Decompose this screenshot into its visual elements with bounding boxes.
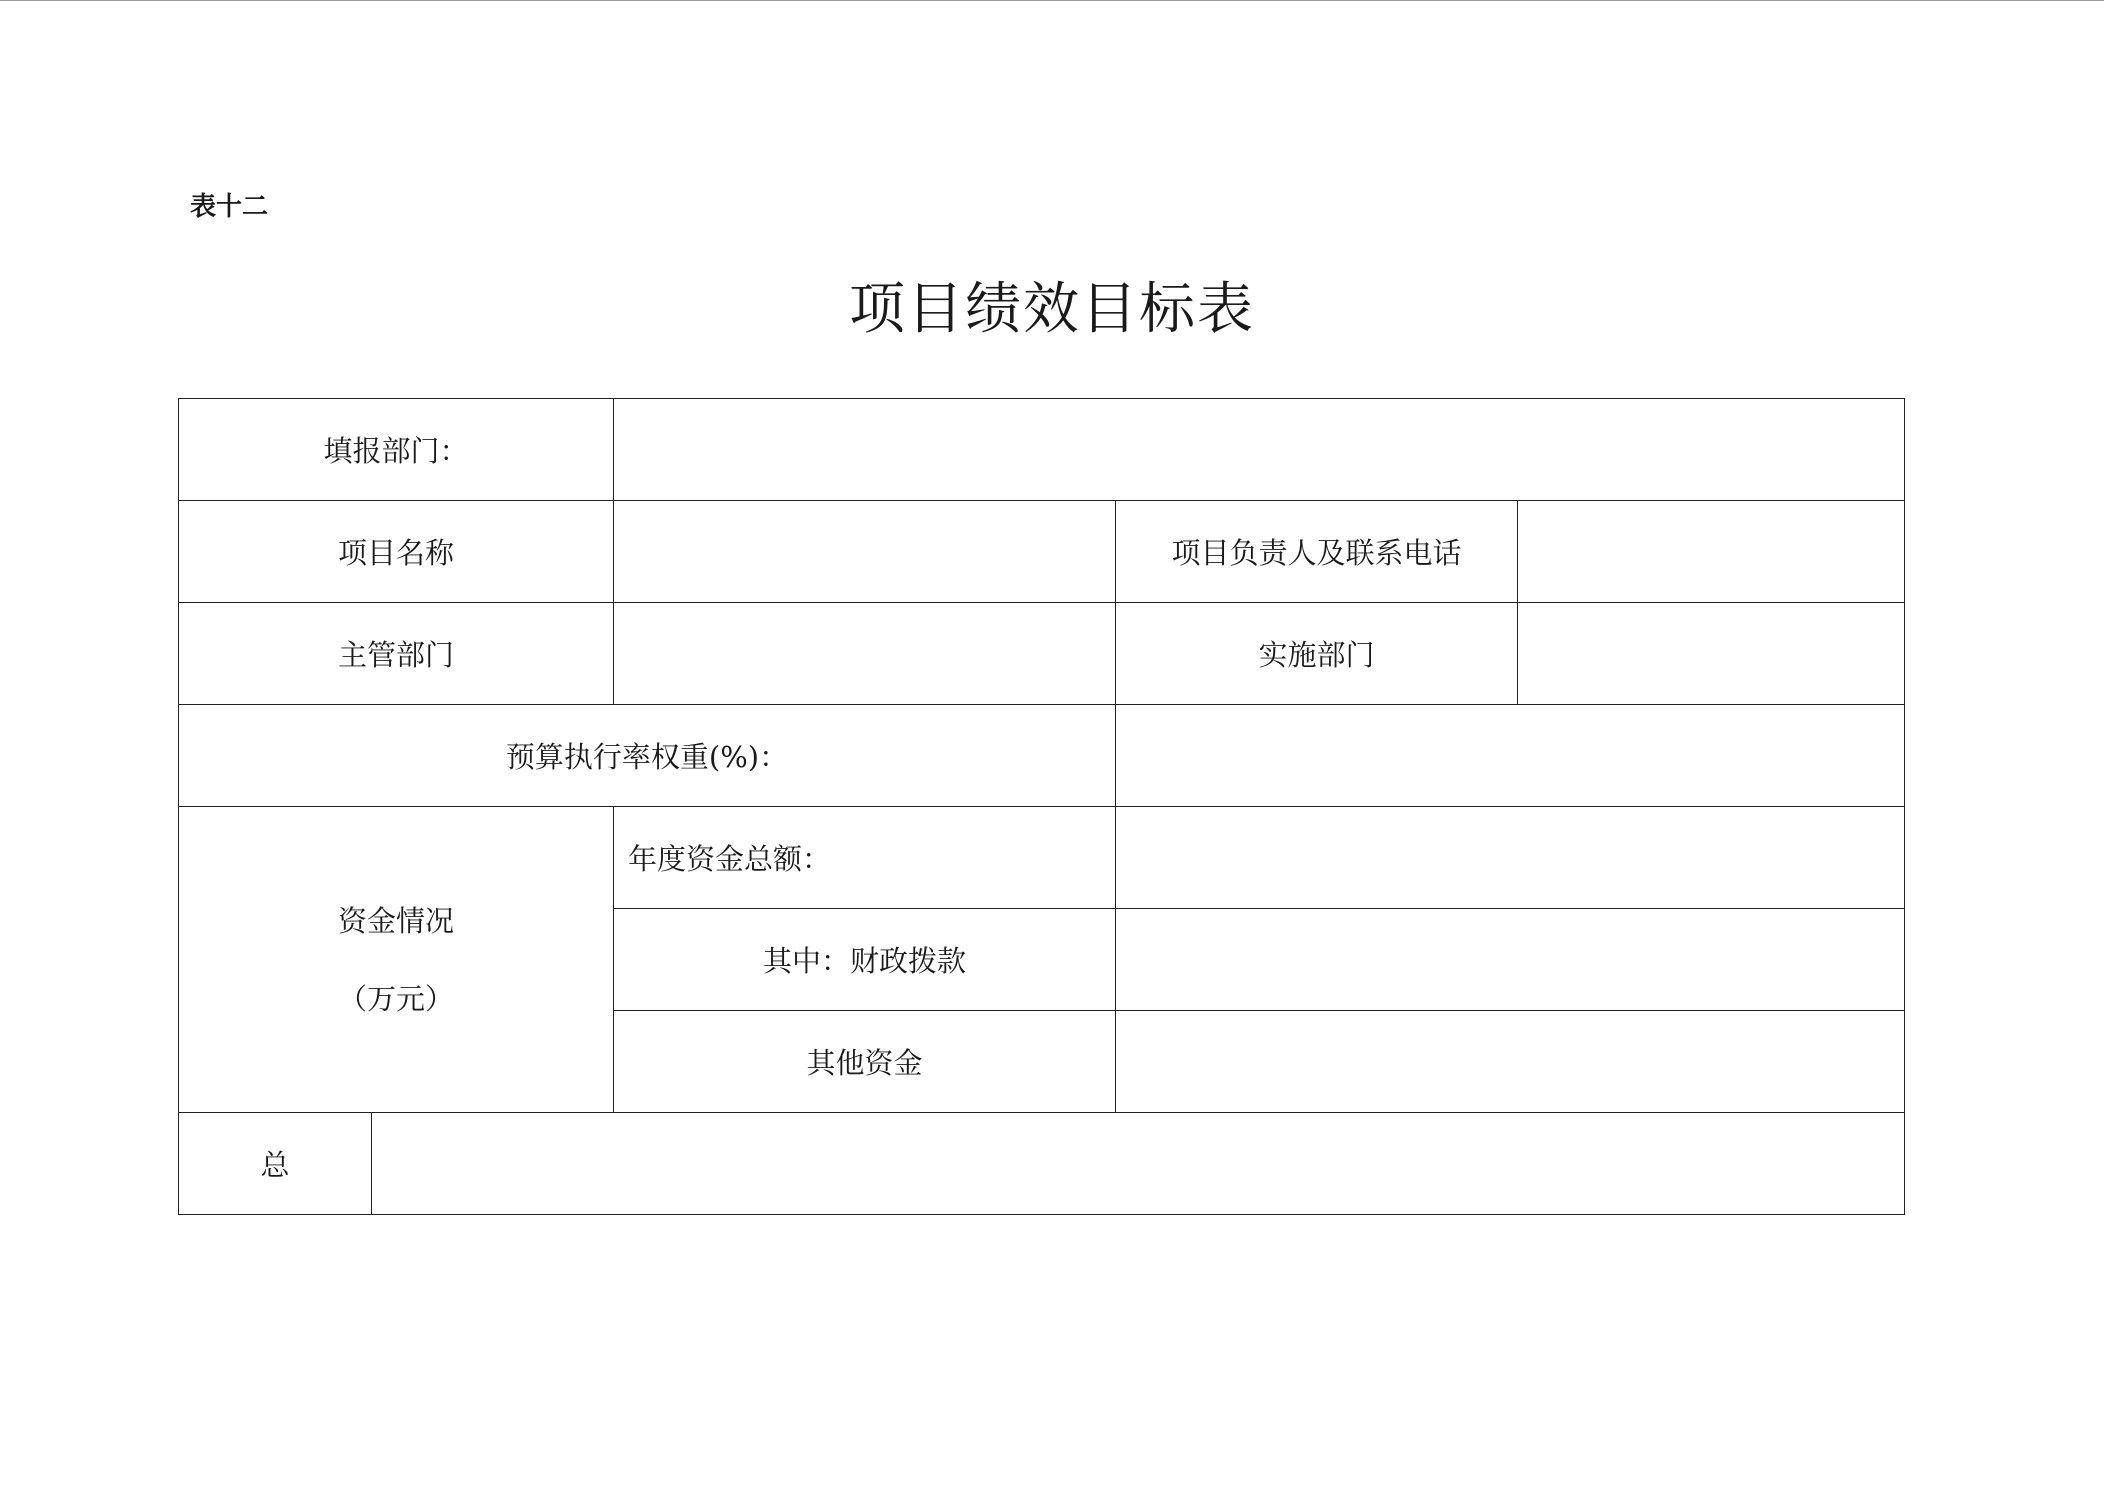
project-lead-label: 项目负责人及联系电话 (1116, 501, 1518, 603)
table-row (179, 501, 1905, 603)
supervising-dept-label: 主管部门 (179, 603, 614, 705)
other-funds-field[interactable] (1116, 1011, 1905, 1113)
annual-total-field[interactable] (1116, 807, 1905, 909)
reporting-dept-label: 填报部门： (179, 399, 614, 501)
table-row (179, 705, 1905, 807)
table-row (179, 603, 1905, 705)
table-row (179, 399, 1905, 501)
fiscal-allocation-label: 其中：财政拨款 (614, 909, 1116, 1011)
page-top-border (0, 0, 2104, 1)
fiscal-allocation-field[interactable] (1116, 909, 1905, 1011)
performance-target-table (178, 398, 1905, 1215)
funding-label-line2: （万元） (338, 981, 455, 1016)
table-row (179, 1113, 1905, 1215)
project-lead-field[interactable] (1518, 501, 1905, 603)
project-name-label: 项目名称 (179, 501, 614, 603)
supervising-dept-field[interactable] (614, 603, 1116, 705)
total-field[interactable] (372, 1113, 1905, 1215)
funding-label-line1: 资金情况 (338, 903, 455, 938)
implementing-dept-field[interactable] (1518, 603, 1905, 705)
total-label: 总 (179, 1113, 372, 1215)
reporting-dept-field[interactable] (614, 399, 1905, 501)
table-row (179, 807, 1905, 909)
annual-total-label: 年度资金总额： (614, 807, 1116, 909)
other-funds-label: 其他资金 (614, 1011, 1116, 1113)
budget-rate-field[interactable] (1116, 705, 1905, 807)
implementing-dept-label: 实施部门 (1116, 603, 1518, 705)
table-number: 表十二 (190, 192, 269, 222)
page-title: 项目绩效目标表 (849, 277, 1255, 342)
project-name-field[interactable] (614, 501, 1116, 603)
funding-label (179, 807, 614, 1113)
budget-rate-label: 预算执行率权重(%)： (179, 705, 1116, 807)
